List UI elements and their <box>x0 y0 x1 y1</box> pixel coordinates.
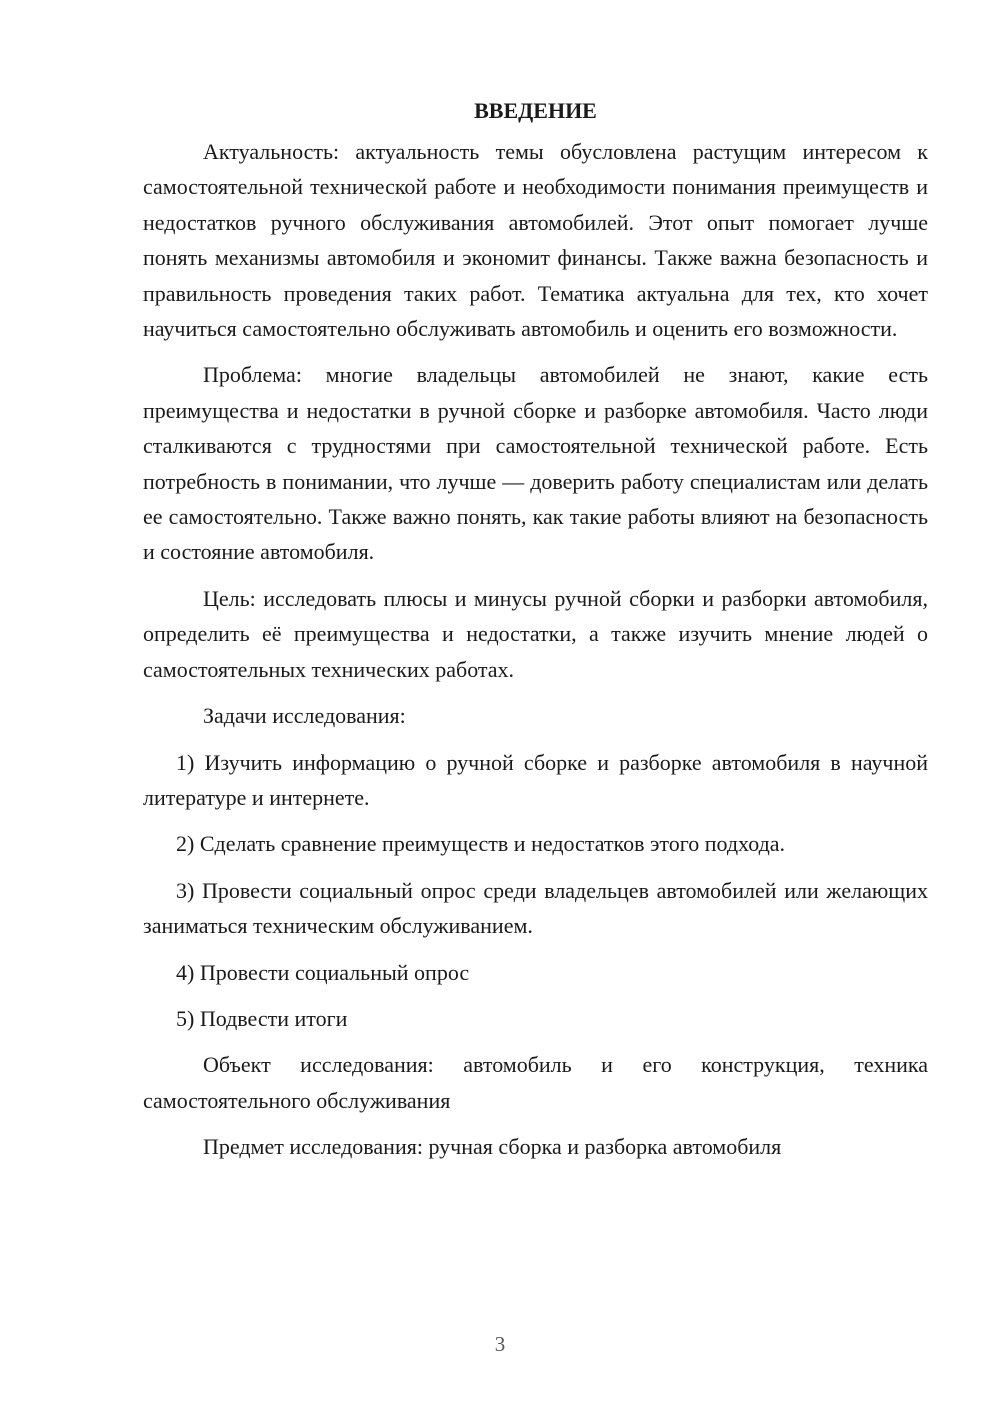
task-item: 5) Подвести итоги <box>176 1005 348 1031</box>
page-number: 3 <box>494 1332 506 1356</box>
problem-paragraph: Проблема: многие владельцы автомобилей не знают, какие есть преимущества и недостатки в ручной сборке и разборке автомобиля. Часто люди сталкиваются с трудностями при самостоятельной технической работе. Есть потребность в понимании, что лучше — доверить работу специалистам или делать ее самостоятельно. Также важно понять, как такие работы влияют на безопасность и состояние автомобиля. <box>143 362 928 565</box>
task-item: 2) Сделать сравнение преимуществ и недостатков этого подхода. <box>176 831 786 857</box>
relevance-paragraph: Актуальность: актуальность темы обусловлена растущим интересом к самостоятельной технической работе и необходимости понимания преимуществ и недостатков ручного обслуживания автомобилей. Этот опыт помогает лучше понять механизмы автомобиля и экономит финансы. Также важна безопасность и правильность проведения таких работ. Тематика актуальна для тех, кто хочет научиться самостоятельно обслуживать автомобиль и оценить его возможности. <box>143 139 928 342</box>
goal-paragraph: Цель: исследовать плюсы и минусы ручной сборки и разборки автомобиля, определить её преимущества и недостатки, а также изучить мнение людей о самостоятельных технических работах. <box>143 585 928 682</box>
task-item: 4) Провести социальный опрос <box>176 959 470 985</box>
section-title: ВВЕДЕНИЕ <box>474 98 597 123</box>
task-item: 3) Провести социальный опрос среди владельцев автомобилей или желающих заниматься техническим обслуживанием. <box>143 877 928 939</box>
object-paragraph: Объект исследования: автомобиль и его конструкция, техника самостоятельного обслуживания <box>143 1052 928 1113</box>
document-page <box>143 92 928 1176</box>
tasks-heading: Задачи исследования: <box>203 703 406 729</box>
subject-paragraph: Предмет исследования: ручная сборка и разборка автомобиля <box>203 1134 782 1160</box>
task-item: 1) Изучить информацию о ручной сборке и разборке автомобиля в научной литературе и интернете. <box>143 749 928 810</box>
